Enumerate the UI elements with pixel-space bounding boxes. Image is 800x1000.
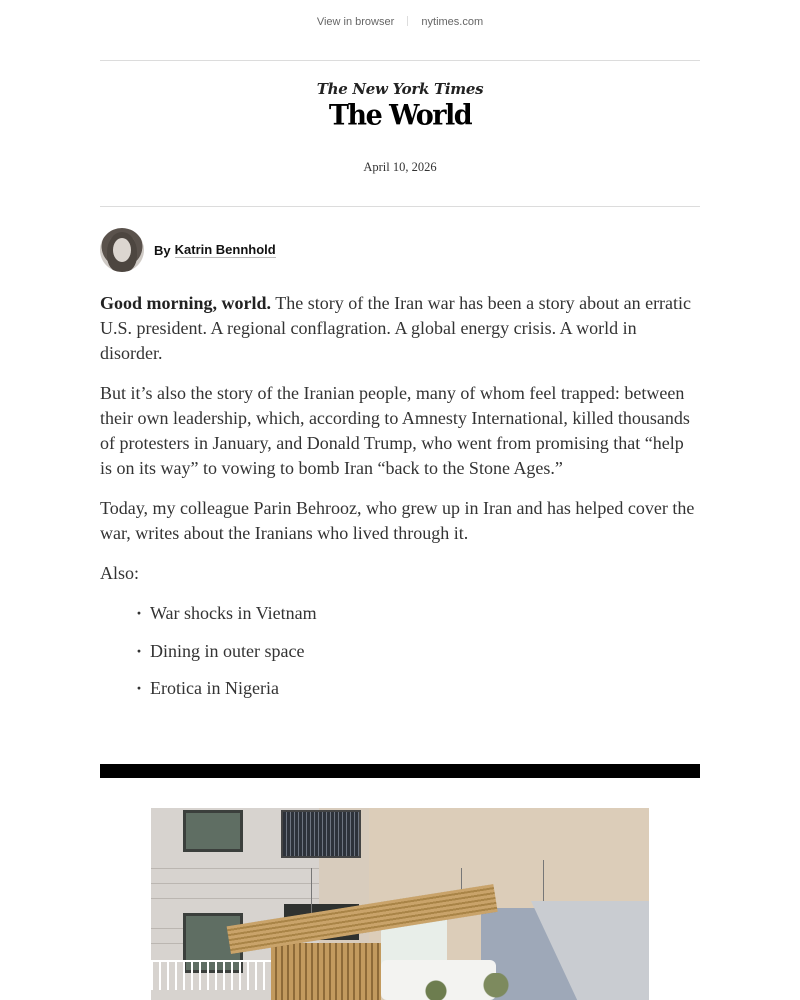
lead-photo[interactable]: [151, 808, 649, 1000]
intro-paragraph: [100, 291, 700, 366]
also-list: [100, 601, 700, 701]
issue-date: April 10, 2026: [363, 160, 437, 174]
greeting: Good morning, world.: [100, 293, 272, 313]
view-in-browser-link[interactable]: View in browser: [316, 16, 395, 28]
nytimes-link[interactable]: nytimes.com: [421, 16, 484, 28]
also-item: · War shocks in Vietnam: [136, 601, 700, 626]
photo-railing: [151, 960, 281, 990]
newsletter-body: [100, 291, 700, 714]
photo-window: [183, 810, 243, 852]
section-divider-bar: [100, 764, 700, 778]
photo-plants: [391, 973, 541, 1000]
top-links-bar: [0, 16, 800, 28]
also-label: Also:: [100, 563, 140, 583]
also-item: · Erotica in Nigeria: [136, 676, 700, 701]
also-item: · Dining in outer space: [136, 639, 700, 664]
photo-barred-window: [281, 810, 361, 858]
newsletter-title: The World: [328, 99, 472, 132]
photo-bamboo-wall: [271, 943, 381, 1000]
nyt-logo[interactable]: The New York Times: [316, 80, 484, 98]
author-link[interactable]: Katrin Bennhold: [174, 242, 276, 257]
link-separator: [407, 16, 408, 26]
intro-text: The story of the Iran war has been a story about an erratic U.S. president. A regional conflagration. A global energy crisis. A world in disorder.: [100, 293, 692, 363]
header-top-divider: [100, 60, 700, 61]
author-avatar: [100, 228, 144, 272]
paragraph-iranian-people: But it’s also the story of the Iranian people, many of whom feel trapped: between their own leadership, which, according to Amnesty International, killed thousands of protesters in January, and Donald Trump, who went from promising that “help is on its way” to vowing to bomb Iran “back to the Stone Ages.”: [100, 383, 690, 478]
photo-flagpole: [543, 860, 544, 905]
header-bottom-divider: [100, 206, 700, 207]
paragraph-colleague: Today, my colleague Parin Behrooz, who grew up in Iran and has helped cover the war, writes about the Iranians who lived through it.: [100, 498, 695, 543]
avatar-face: [113, 238, 131, 262]
byline-prefix: By: [154, 242, 171, 258]
byline: [100, 228, 276, 272]
